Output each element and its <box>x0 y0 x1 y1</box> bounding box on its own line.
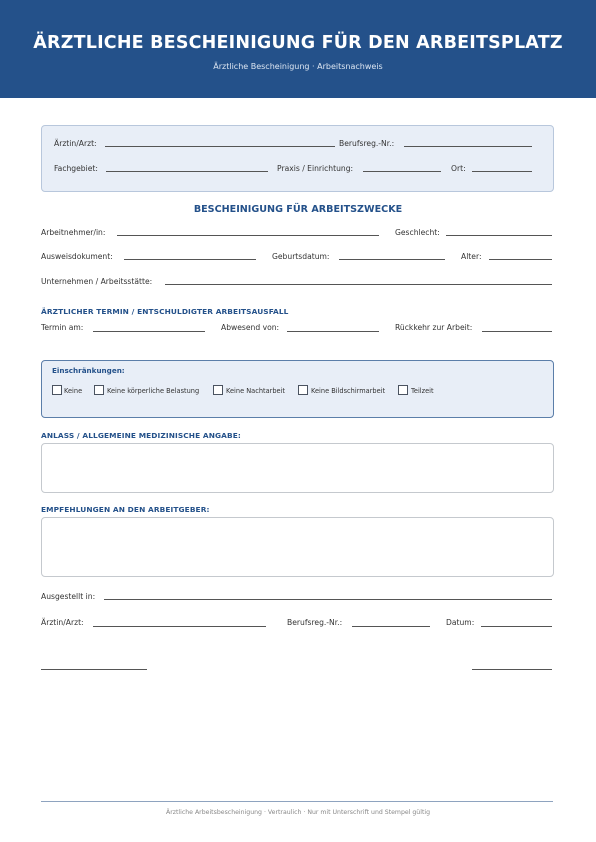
recommendations-section-title: EMPFEHLUNGEN AN DEN ARBEITGEBER: <box>41 505 210 514</box>
place-label: Ort: <box>451 164 466 173</box>
specialty-label: Fachgebiet: <box>54 164 98 173</box>
checkbox-keine-bildschirmarbeit[interactable] <box>298 385 308 395</box>
specialty-field[interactable] <box>106 171 268 172</box>
signature-line[interactable] <box>41 669 147 670</box>
age-field[interactable] <box>489 259 552 260</box>
checkbox-label-keine: Keine <box>64 387 83 395</box>
checkbox-label-keine-bildschirmarbeit: Keine Bildschirmarbeit <box>311 387 386 395</box>
birth-label: Geburtsdatum: <box>272 252 330 261</box>
issue-doctor-label: Ärztin/Arzt: <box>41 618 84 627</box>
checkbox-keine-nachtarbeit[interactable] <box>213 385 223 395</box>
issued-in-label: Ausgestellt in: <box>41 592 96 601</box>
header-banner <box>0 0 596 98</box>
employee-field[interactable] <box>117 235 379 236</box>
issue-reg-field[interactable] <box>352 626 430 627</box>
section-main-title: BESCHEINIGUNG FÜR ARBEITSZWECKE <box>193 204 403 215</box>
practice-field[interactable] <box>363 171 441 172</box>
gender-field[interactable] <box>446 235 552 236</box>
checkbox-label-keine-nachtarbeit: Keine Nachtarbeit <box>226 387 285 395</box>
place-field[interactable] <box>472 171 532 172</box>
checkbox-keine[interactable] <box>52 385 62 395</box>
appointment-date-field[interactable] <box>93 331 205 332</box>
document-title: ÄRZTLICHE BESCHEINIGUNG FÜR DEN ARBEITSPLATZ <box>33 33 563 53</box>
doctor-field[interactable] <box>105 146 335 147</box>
footer-divider <box>41 801 553 802</box>
reg-field[interactable] <box>404 146 532 147</box>
checkbox-label-teilzeit: Teilzeit <box>411 387 434 395</box>
employee-label: Arbeitnehmer/in: <box>41 228 106 237</box>
return-label: Rückkehr zur Arbeit: <box>395 323 473 332</box>
reg-label: Berufsreg.-Nr.: <box>339 139 395 148</box>
appointment-section-title: ÄRZTLICHER TERMIN / ENTSCHULDIGTER ARBEITSAUSFALL <box>41 307 289 316</box>
reason-section-title: ANLASS / ALLGEMEINE MEDIZINISCHE ANGABE: <box>41 431 241 440</box>
recommendations-textarea[interactable] <box>41 517 554 577</box>
company-label: Unternehmen / Arbeitsstätte: <box>41 277 153 286</box>
return-field[interactable] <box>482 331 552 332</box>
checkbox-label-keine-koerperliche-belastung: Keine körperliche Belastung <box>107 387 200 395</box>
reason-textarea[interactable] <box>41 443 554 493</box>
issue-doctor-field[interactable] <box>93 626 266 627</box>
absent-label: Abwesend von: <box>221 323 280 332</box>
company-field[interactable] <box>165 284 552 285</box>
gender-label: Geschlecht: <box>395 228 440 237</box>
footer-note: Ärztliche Arbeitsbescheinigung · Vertraulich · Nur mit Unterschrift und Stempel gültig <box>165 809 431 816</box>
issue-date-field[interactable] <box>481 626 552 627</box>
age-label: Alter: <box>461 252 482 261</box>
appointment-date-label: Termin am: <box>41 323 84 332</box>
id-field[interactable] <box>124 259 256 260</box>
issue-reg-label: Berufsreg.-Nr.: <box>287 618 343 627</box>
checkbox-teilzeit[interactable] <box>398 385 408 395</box>
doctor-label: Ärztin/Arzt: <box>54 139 97 148</box>
restrictions-title: Einschränkungen: <box>52 366 125 375</box>
practice-label: Praxis / Einrichtung: <box>277 164 354 173</box>
doctor-info-panel <box>41 125 554 192</box>
document-subtitle: Ärztliche Bescheinigung · Arbeitsnachweis <box>213 62 383 71</box>
absent-field[interactable] <box>287 331 379 332</box>
issued-in-field[interactable] <box>104 599 552 600</box>
checkbox-keine-koerperliche-belastung[interactable] <box>94 385 104 395</box>
issue-date-label: Datum: <box>446 618 475 627</box>
birth-field[interactable] <box>339 259 445 260</box>
id-label: Ausweisdokument: <box>41 252 113 261</box>
stamp-line[interactable] <box>472 669 552 670</box>
